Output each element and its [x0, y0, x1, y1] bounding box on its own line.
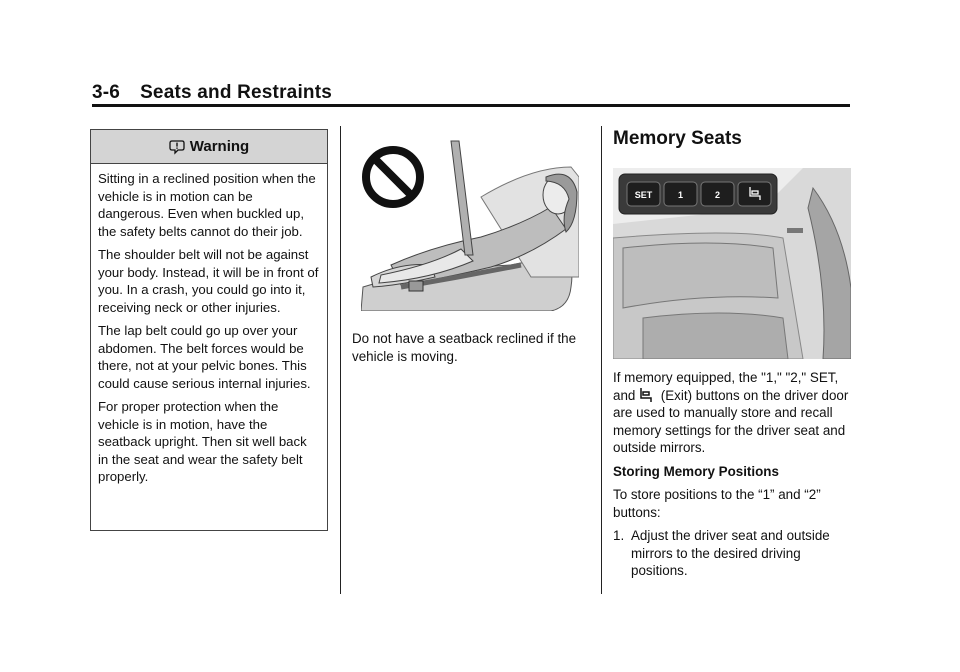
- memory-intro-part1: If memory equipped, the "1," "2," SET, and: [613, 370, 839, 403]
- page-header: [92, 82, 332, 104]
- memory-2-label: 2: [714, 190, 721, 200]
- storing-memory-subheading: Storing Memory Positions: [613, 463, 779, 479]
- memory-1-label: 1: [677, 190, 684, 200]
- column-divider-left: [340, 126, 341, 594]
- warning-icon: [169, 139, 185, 155]
- memory-seats-heading: Memory Seats: [613, 128, 742, 149]
- warning-paragraph: The lap belt could go up over your abdomen. The belt forces would be there, not at your pelvic bones. This could cause serious internal injuries.: [98, 323, 311, 391]
- step-text: Adjust the driver seat and outside mirrors to the desired driving positions.: [631, 528, 830, 578]
- warning-box: [90, 129, 328, 531]
- warning-paragraph: Sitting in a reclined position when the vehicle is in motion can be dangerous. Even when buckled up, the safety belts cannot do their job.: [98, 171, 316, 239]
- warning-header: [91, 130, 327, 164]
- warning-paragraph: The shoulder belt will not be against your body. Instead, it will be in front of you. In a crash, you could go into it, receiving neck or other injuries.: [98, 247, 319, 315]
- warning-body: [91, 164, 327, 486]
- step-item: [613, 527, 853, 580]
- warning-paragraph: For proper protection when the vehicle is in motion, have the seatback upright. Then sit well back in the seat and wear the safety belt properly.: [98, 399, 307, 484]
- illustration-caption: Do not have a seatback reclined if the vehicle is moving.: [352, 331, 577, 364]
- step-number: 1.: [613, 528, 625, 543]
- memory-2-button: [701, 182, 734, 206]
- warning-title: Warning: [189, 138, 250, 155]
- storing-instruction: To store positions to the “1” and “2” buttons:: [613, 487, 821, 520]
- exit-button: [738, 182, 771, 206]
- reclined-seat-illustration: [361, 137, 579, 311]
- set-button: [627, 182, 660, 206]
- memory-1-button: [664, 182, 697, 206]
- prohibition-icon: [366, 150, 420, 204]
- exit-seat-icon: [639, 388, 654, 402]
- column-divider-right: [601, 126, 602, 594]
- memory-intro: [613, 369, 853, 457]
- section-title: Seats and Restraints: [140, 82, 333, 103]
- header-rule: [92, 104, 850, 107]
- memory-seats-text: [613, 369, 853, 580]
- door-memory-buttons-illustration: [613, 168, 851, 359]
- section-number: 3-6: [92, 82, 121, 103]
- set-button-label: SET: [634, 190, 653, 200]
- memory-intro-part2: (Exit) buttons on the driver door are used to manually store and recall memory settings for the driver seat and outside mirrors.: [613, 387, 849, 455]
